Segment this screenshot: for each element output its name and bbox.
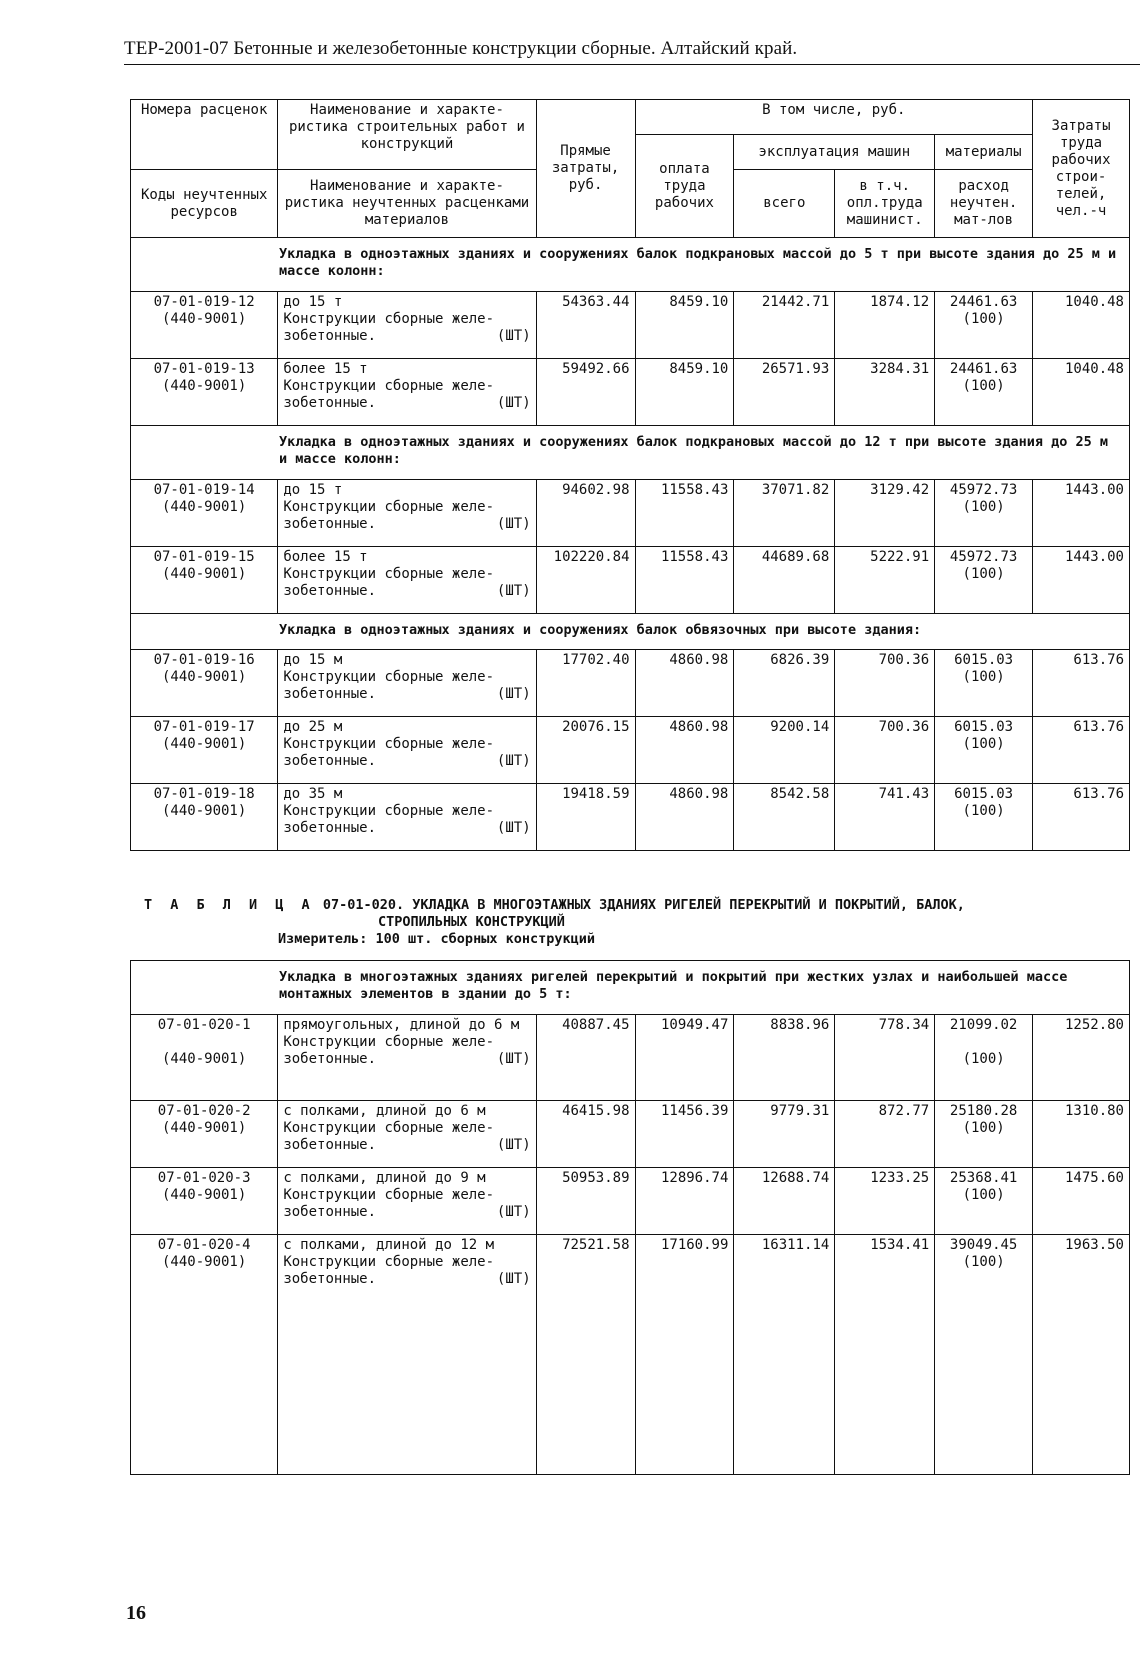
unit: (ШТ): [496, 516, 531, 532]
material-name: Конструкции сборные желе-зобетонные.: [283, 566, 495, 599]
unit: (ШТ): [496, 395, 531, 411]
material-name: Конструкции сборные желе-зобетонные.: [283, 499, 495, 532]
material-quantity: (100): [962, 669, 1005, 685]
section-title: Укладка в многоэтажных зданиях ригелей перекрытий и покрытий при жестких узлах и наибольшей массе монтажных элементов в здании до 5 т:: [131, 961, 1130, 1015]
resource-code: (440-9001): [162, 669, 247, 685]
machines-total: 8838.96: [734, 1015, 835, 1101]
materials-cost: 21099.02: [949, 1017, 1018, 1033]
resource-code: (440-9001): [162, 1120, 247, 1136]
table-header: [131, 100, 1130, 238]
table-row: [131, 717, 1130, 784]
worker-pay: 10949.47: [635, 1015, 734, 1101]
header-labor-costs: Затраты труда рабочих строи-телей, чел.-ч: [1033, 100, 1130, 238]
rate-code: 07-01-020-2: [157, 1103, 251, 1119]
table-body: [131, 238, 1130, 851]
rate-code: 07-01-019-17: [153, 719, 255, 735]
section-title: Укладка в одноэтажных зданиях и сооружениях балок подкрановых массой до 5 т при высоте здания до 25 м и массе колонн:: [131, 238, 1130, 292]
materials-cost: 6015.03: [954, 786, 1014, 802]
worker-pay: 11558.43: [635, 480, 734, 547]
header-including: В том числе, руб.: [635, 100, 1033, 135]
header-resource-codes: Коды неучтенных ресурсов: [131, 170, 278, 238]
operator-pay: 741.43: [835, 784, 935, 851]
labor-costs: 1443.00: [1033, 480, 1130, 547]
labor-costs: 613.76: [1033, 784, 1130, 851]
materials-cell: [935, 1235, 1033, 1475]
unit: (ШТ): [496, 1204, 531, 1220]
resource-code: (440-9001): [162, 311, 247, 327]
header-material-use: расход неучтен. мат-лов: [935, 170, 1033, 238]
materials-cell: [935, 480, 1033, 547]
worker-pay: 8459.10: [635, 359, 734, 426]
materials-cost: 25180.28: [949, 1103, 1018, 1119]
resource-code: (440-9001): [162, 1254, 247, 1270]
labor-costs: 1040.48: [1033, 359, 1130, 426]
resource-code: (440-9001): [162, 803, 247, 819]
labor-costs: 613.76: [1033, 717, 1130, 784]
work-name: до 35 м: [283, 786, 343, 802]
rate-code: 07-01-019-14: [153, 482, 255, 498]
section-title: Укладка в одноэтажных зданиях и сооружениях балок подкрановых массой до 12 т при высоте здания до 25 м и массе колонн:: [131, 426, 1130, 480]
rate-code: 07-01-019-12: [153, 294, 255, 310]
work-name: прямоугольных, длиной до 6 м: [283, 1017, 520, 1033]
materials-cell: [935, 717, 1033, 784]
materials-cost: 39049.45: [949, 1237, 1018, 1253]
operator-pay: 1534.41: [835, 1235, 935, 1475]
direct-costs: 19418.59: [536, 784, 635, 851]
labor-costs: 613.76: [1033, 650, 1130, 717]
header-work-name: Наименование и характе-ристика строительных работ и конструкций: [278, 100, 536, 170]
work-name: до 15 т: [283, 294, 343, 310]
caption-title-line2: СТРОПИЛЬНЫХ КОНСТРУКЦИЙ: [378, 914, 565, 930]
work-name: до 15 м: [283, 652, 343, 668]
machines-total: 9200.14: [734, 717, 835, 784]
material-name: Конструкции сборные желе-зобетонные.: [283, 669, 495, 702]
operator-pay: 1233.25: [835, 1168, 935, 1235]
work-name-cell: [278, 650, 536, 717]
table-row: [131, 480, 1130, 547]
unit: (ШТ): [496, 686, 531, 702]
unit: (ШТ): [496, 820, 531, 836]
work-name-cell: [278, 1235, 536, 1475]
worker-pay: 4860.98: [635, 784, 734, 851]
material-quantity: (100): [962, 1051, 1005, 1067]
rate-code-cell: [131, 1101, 278, 1168]
running-head: ТЕР-2001-07 Бетонные и железобетонные конструкции сборные. Алтайский край.: [124, 38, 798, 59]
rate-code: 07-01-020-4: [157, 1237, 251, 1253]
material-name: Конструкции сборные желе-зобетонные.: [283, 1187, 495, 1220]
rate-code: 07-01-019-16: [153, 652, 255, 668]
section-title: Укладка в одноэтажных зданиях и сооружениях балок обвязочных при высоте здания:: [131, 614, 1130, 650]
operator-pay: 872.77: [835, 1101, 935, 1168]
rate-code-cell: [131, 717, 278, 784]
direct-costs: 17702.40: [536, 650, 635, 717]
header-rule: [124, 64, 1140, 65]
machines-total: 6826.39: [734, 650, 835, 717]
operator-pay: 3129.42: [835, 480, 935, 547]
direct-costs: 72521.58: [536, 1235, 635, 1475]
labor-costs: 1443.00: [1033, 547, 1130, 614]
work-name: с полками, длиной до 12 м: [283, 1237, 495, 1253]
rate-code: 07-01-020-1: [157, 1017, 251, 1033]
direct-costs: 102220.84: [536, 547, 635, 614]
work-name-cell: [278, 1168, 536, 1235]
caption-measure: Измеритель: 100 шт. сборных конструкций: [278, 931, 595, 947]
header-machines-total: всего: [734, 170, 835, 238]
table-row: [131, 784, 1130, 851]
table-row: [131, 359, 1130, 426]
section-row: [131, 614, 1130, 650]
header-direct-costs: Прямые затраты, руб.: [536, 100, 635, 238]
direct-costs: 54363.44: [536, 292, 635, 359]
rate-code: 07-01-020-3: [157, 1170, 251, 1186]
operator-pay: 700.36: [835, 717, 935, 784]
work-name-cell: [278, 717, 536, 784]
resource-code: (440-9001): [162, 1187, 247, 1203]
machines-total: 37071.82: [734, 480, 835, 547]
worker-pay: 4860.98: [635, 650, 734, 717]
rate-code-cell: [131, 292, 278, 359]
unit: (ШТ): [496, 583, 531, 599]
resource-code: (440-9001): [162, 566, 247, 582]
material-quantity: (100): [962, 499, 1005, 515]
direct-costs: 40887.45: [536, 1015, 635, 1101]
material-name: Конструкции сборные желе-зобетонные.: [283, 311, 495, 344]
materials-cost: 45972.73: [949, 482, 1018, 498]
unit: (ШТ): [496, 1051, 531, 1067]
work-name: до 25 м: [283, 719, 343, 735]
rates-table-020: [130, 960, 1130, 1475]
section-row: [131, 426, 1130, 480]
header-worker-pay: оплата труда рабочих: [635, 135, 734, 238]
header-rate-numbers: Номера расценок: [131, 100, 278, 170]
work-name: более 15 т: [283, 361, 368, 377]
operator-pay: 700.36: [835, 650, 935, 717]
machines-total: 44689.68: [734, 547, 835, 614]
unit: (ШТ): [496, 1137, 531, 1153]
rate-code-cell: [131, 359, 278, 426]
material-name: Конструкции сборные желе-зобетонные.: [283, 803, 495, 836]
table-row: [131, 547, 1130, 614]
materials-cost: 24461.63: [949, 294, 1018, 310]
materials-cost: 25368.41: [949, 1170, 1018, 1186]
table-row: [131, 1015, 1130, 1101]
rate-code-cell: [131, 650, 278, 717]
materials-cost: 6015.03: [954, 719, 1014, 735]
table-row: [131, 1168, 1130, 1235]
rate-code: 07-01-019-13: [153, 361, 255, 377]
materials-cost: 6015.03: [954, 652, 1014, 668]
materials-cell: [935, 1168, 1033, 1235]
page-number: 16: [126, 1602, 146, 1624]
worker-pay: 11456.39: [635, 1101, 734, 1168]
rate-code-cell: [131, 784, 278, 851]
material-quantity: (100): [962, 378, 1005, 394]
worker-pay: 8459.10: [635, 292, 734, 359]
materials-cell: [935, 650, 1033, 717]
material-name: Конструкции сборные желе-зобетонные.: [283, 1034, 495, 1067]
material-quantity: (100): [962, 1120, 1005, 1136]
material-name: Конструкции сборные желе-зобетонные.: [283, 736, 495, 769]
labor-costs: 1040.48: [1033, 292, 1130, 359]
work-name: с полками, длиной до 6 м: [283, 1103, 486, 1119]
work-name-cell: [278, 480, 536, 547]
operator-pay: 778.34: [835, 1015, 935, 1101]
worker-pay: 11558.43: [635, 547, 734, 614]
worker-pay: 4860.98: [635, 717, 734, 784]
worker-pay: 12896.74: [635, 1168, 734, 1235]
operator-pay: 1874.12: [835, 292, 935, 359]
rates-table-019: [130, 99, 1130, 851]
resource-code: (440-9001): [162, 499, 247, 515]
work-name: более 15 т: [283, 549, 368, 565]
rate-code-cell: [131, 1168, 278, 1235]
work-name-cell: [278, 359, 536, 426]
work-name-cell: [278, 547, 536, 614]
rate-code-cell: [131, 547, 278, 614]
caption-label: Т А Б Л И Ц А: [144, 897, 315, 913]
resource-code: (440-9001): [162, 736, 247, 752]
machines-total: 26571.93: [734, 359, 835, 426]
material-quantity: (100): [962, 803, 1005, 819]
machines-total: 12688.74: [734, 1168, 835, 1235]
materials-cell: [935, 292, 1033, 359]
operator-pay: 3284.31: [835, 359, 935, 426]
work-name-cell: [278, 784, 536, 851]
table-row: [131, 1235, 1130, 1475]
materials-cost: 24461.63: [949, 361, 1018, 377]
rate-code-cell: [131, 1015, 278, 1101]
resource-code: (440-9001): [162, 378, 247, 394]
materials-cost: 45972.73: [949, 549, 1018, 565]
table-row: [131, 292, 1130, 359]
direct-costs: 50953.89: [536, 1168, 635, 1235]
caption-title-line1: 07-01-020. УКЛАДКА В МНОГОЭТАЖНЫХ ЗДАНИЯХ РИГЕЛЕЙ ПЕРЕКРЫТИЙ И ПОКРЫТИЙ, БАЛОК,: [322, 897, 965, 913]
direct-costs: 20076.15: [536, 717, 635, 784]
unit: (ШТ): [496, 1271, 531, 1287]
rate-code: 07-01-019-18: [153, 786, 255, 802]
header-materials: материалы: [935, 135, 1033, 170]
material-name: Конструкции сборные желе-зобетонные.: [283, 1254, 495, 1287]
work-name-cell: [278, 1015, 536, 1101]
material-name: Конструкции сборные желе-зобетонные.: [283, 1120, 495, 1153]
material-quantity: (100): [962, 311, 1005, 327]
materials-cell: [935, 1015, 1033, 1101]
table-row: [131, 1101, 1130, 1168]
materials-cell: [935, 547, 1033, 614]
machines-total: 8542.58: [734, 784, 835, 851]
resource-code: (440-9001): [162, 1051, 247, 1067]
machines-total: 16311.14: [734, 1235, 835, 1475]
labor-costs: 1310.80: [1033, 1101, 1130, 1168]
material-quantity: (100): [962, 1187, 1005, 1203]
direct-costs: 59492.66: [536, 359, 635, 426]
materials-cell: [935, 359, 1033, 426]
direct-costs: 46415.98: [536, 1101, 635, 1168]
material-quantity: (100): [962, 736, 1005, 752]
header-material-name: Наименование и характе-ристика неучтенных расценками материалов: [278, 170, 536, 238]
machines-total: 9779.31: [734, 1101, 835, 1168]
operator-pay: 5222.91: [835, 547, 935, 614]
labor-costs: 1252.80: [1033, 1015, 1130, 1101]
material-name: Конструкции сборные желе-зобетонные.: [283, 378, 495, 411]
work-name: с полками, длиной до 9 м: [283, 1170, 486, 1186]
table-row: [131, 650, 1130, 717]
worker-pay: 17160.99: [635, 1235, 734, 1475]
labor-costs: 1475.60: [1033, 1168, 1130, 1235]
materials-cell: [935, 784, 1033, 851]
section-row: [131, 238, 1130, 292]
work-name-cell: [278, 1101, 536, 1168]
header-machines: эксплуатация машин: [734, 135, 935, 170]
work-name-cell: [278, 292, 536, 359]
header-operator-pay: в т.ч. опл.труда машинист.: [835, 170, 935, 238]
unit: (ШТ): [496, 753, 531, 769]
direct-costs: 94602.98: [536, 480, 635, 547]
rate-code: 07-01-019-15: [153, 549, 255, 565]
labor-costs: 1963.50: [1033, 1235, 1130, 1475]
rate-code-cell: [131, 1235, 278, 1475]
work-name: до 15 т: [283, 482, 343, 498]
unit: (ШТ): [496, 328, 531, 344]
material-quantity: (100): [962, 1254, 1005, 1270]
table-body: [131, 961, 1130, 1475]
table-caption: [144, 897, 965, 948]
material-quantity: (100): [962, 566, 1005, 582]
machines-total: 21442.71: [734, 292, 835, 359]
materials-cell: [935, 1101, 1033, 1168]
rate-code-cell: [131, 480, 278, 547]
